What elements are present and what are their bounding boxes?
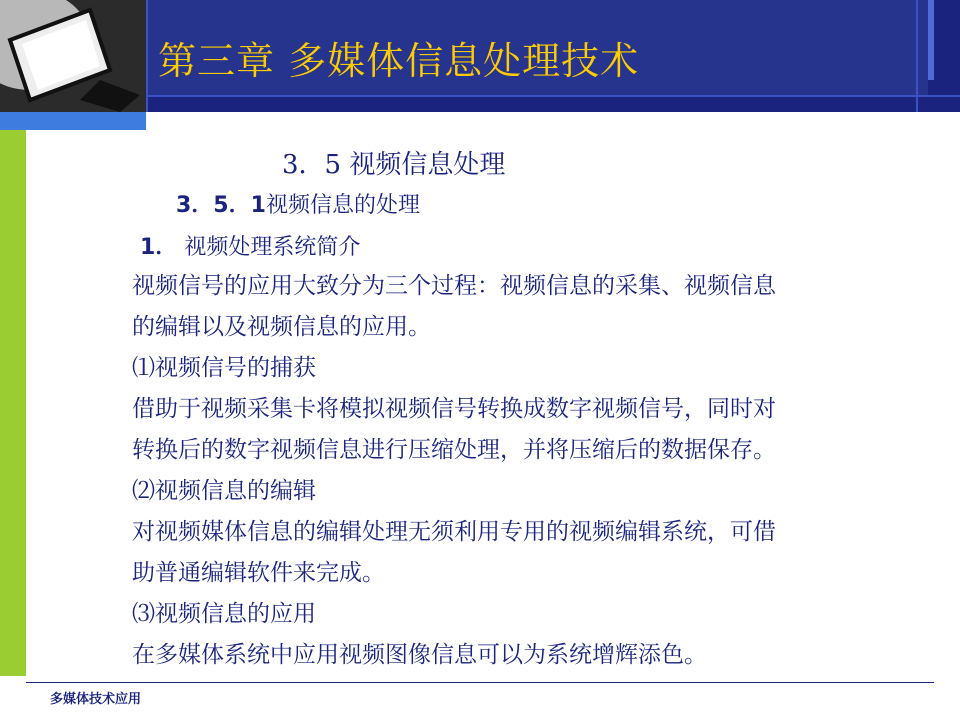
header-accent-bar [928, 0, 934, 80]
item-number: 1． [140, 235, 178, 260]
subsection-number: 3．5．1 [176, 193, 266, 218]
paragraph-line: 在多媒体系统中应用视频图像信息可以为系统增辉添色。 [132, 642, 707, 668]
footer-divider [26, 682, 934, 683]
paragraph-line: 借助于视频采集卡将模拟视频信号转换成数字视频信号，同时对 [132, 396, 776, 422]
paragraph-line: 视频信号的应用大致分为三个过程：视频信息的采集、视频信息 [132, 273, 776, 299]
section-title: 3．5 视频信息处理 [282, 150, 506, 180]
subsection-title [176, 188, 420, 219]
side-stripe [0, 130, 26, 676]
page-title: 第三章 多媒体信息处理技术 [158, 39, 640, 83]
paragraph-heading: ⑵视频信息的编辑 [132, 478, 316, 504]
item-title [140, 230, 360, 261]
item-text: 视频处理系统简介 [184, 235, 361, 260]
paragraph-line: 的编辑以及视频信息的应用。 [132, 314, 431, 340]
accent-bar [0, 112, 146, 130]
computer-monitor-icon [0, 0, 146, 112]
paragraph-heading: ⑴视频信号的捕获 [132, 355, 316, 381]
paragraph-line: 助普通编辑软件来完成。 [132, 560, 385, 586]
subsection-text: 视频信息的处理 [265, 193, 420, 218]
paragraph-line: 对视频媒体信息的编辑处理无须利用专用的视频编辑系统，可借 [132, 519, 776, 545]
header-underline [146, 95, 960, 97]
footer-text: 多媒体技术应用 [50, 692, 142, 707]
paragraph-heading: ⑶视频信息的应用 [132, 601, 316, 627]
paragraph-line: 转换后的数字视频信息进行压缩处理，并将压缩后的数据保存。 [132, 437, 776, 463]
